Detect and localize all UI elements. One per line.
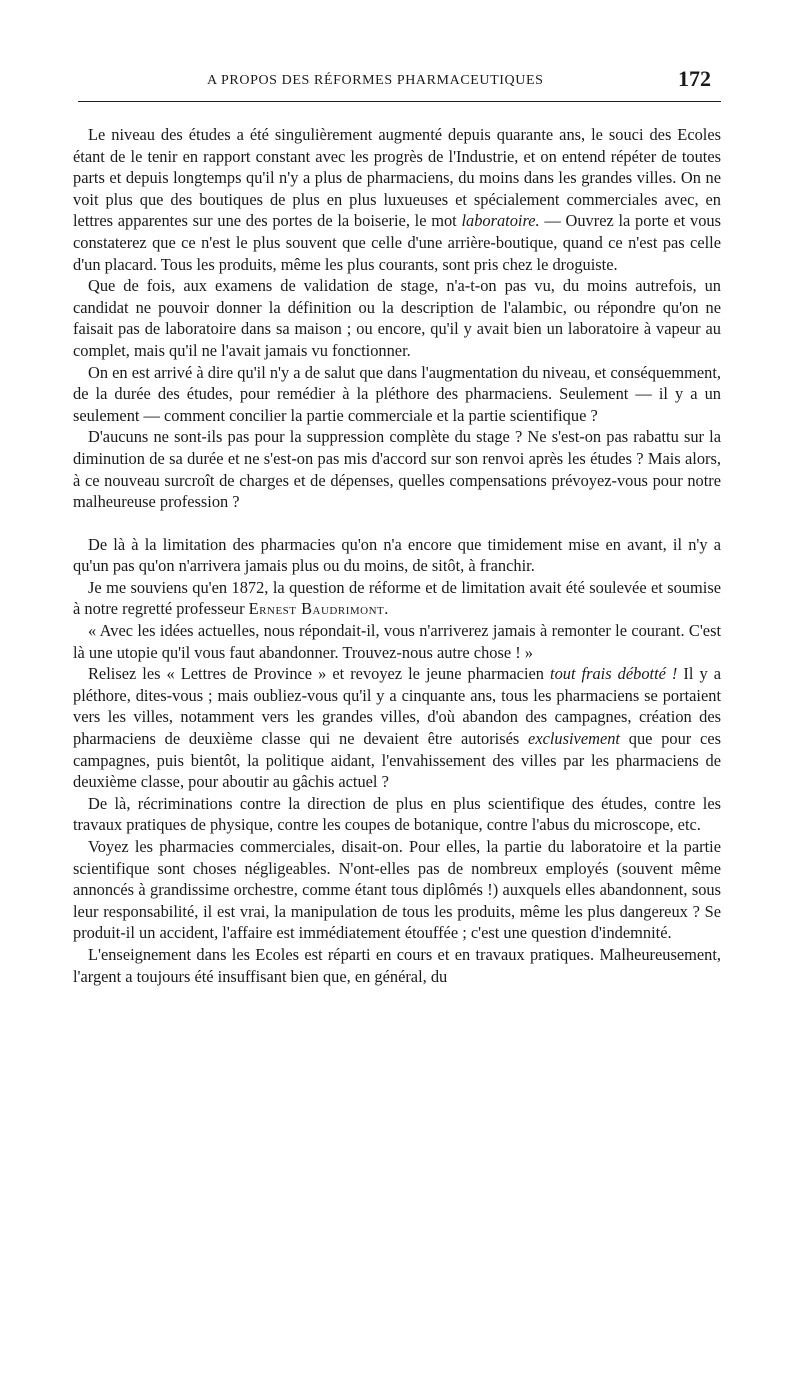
paragraph: D'aucuns ne sont-ils pas pour la suppression complète du stage ? Ne s'est-on pas rabattu sur la diminution de sa durée et ne s'est-on pas mis d'accord sur son renvoi après les études ? Mais alors, à ce nouveau surcroît de charges et de dépenses, quelles compensations prévoyez-vous pour notre malheureuse profession ? — [73, 427, 721, 512]
header-rule — [78, 101, 721, 102]
author-name: Ernest Baudrimont. — [248, 599, 389, 619]
paragraph: Le niveau des études a été singulièrement augmenté depuis quarante ans, le souci des Ecoles étant de le tenir en rapport constant avec les progrès de l'Industrie, et on entend répéter de toutes parts et depuis longtemps qu'il n'y a plus de pharmaciens, du moins dans les grandes villes. On ne voit plus que des boutiques de plus en plus luxueuses et spécialement commerciales avec, en lettres apparentes sur une des portes de la boiserie, le mot laboratoire. — Ouvrez la porte et vous constaterez que ce n'est le plus souvent que celle d'une arrière-boutique, quand ce n'est pas celle d'un placard. Tous les produits, même les plus courants, sont pris chez le droguiste. — [73, 125, 721, 274]
paragraph: On en est arrivé à dire qu'il n'y a de salut que dans l'augmentation du niveau, et conséquemment, de la durée des études, pour remédier à la pléthore des pharmaciens. Seulement — il y a un seulement — comment concilier la partie commerciale et la partie scientifique ? — [73, 362, 721, 425]
emphasis: laboratoire. — [461, 211, 540, 231]
paragraph: Relisez les « Lettres de Province » et revoyez le jeune pharmacien tout frais débotté ! Il y a pléthore, dites-vous ; mais oubliez-vous qu'il y a cinquante ans, tous les pharmaciens se portaient vers les villes, notamment vers les grandes villes, d'où abandon des campagnes, création des pharmaciens de deuxième classe qui ne devaient être autorisés exclusivement que pour ces campagnes, puis bientôt, la politique aidant, l'envahissement des villes par les pharmaciens de deuxième classe, pour aboutir au gâchis actuel ? — [73, 664, 721, 792]
paragraph: De là à la limitation des pharmacies qu'on n'a encore que timidement mise en avant, il n'y a qu'un pas qu'on n'arrivera jamais plus ou du moins, de sitôt, à franchir. — [73, 534, 721, 576]
paragraph: « Avec les idées actuelles, nous répondait-il, vous n'arriverez jamais à remonter le courant. C'est là une utopie qu'il vous faut abandonner. Trouvez-nous autre chose ! » — [73, 621, 721, 662]
body-text — [73, 124, 721, 987]
page-header — [73, 60, 721, 94]
paragraph: Je me souviens qu'en 1872, la question de réforme et de limitation avait été soulevée et soumise à notre regretté professeur Ernest Baudrimont. — [73, 577, 721, 619]
page-number: 172 — [678, 66, 711, 91]
document-page — [73, 60, 721, 986]
emphasis: tout frais débotté ! — [550, 664, 678, 684]
paragraph: Voyez les pharmacies commerciales, disait-on. Pour elles, la partie du laboratoire et la partie scientifique sont choses négligeables. N'ont-elles pas de nombreux employés (souvent même annoncés à grandissime orchestre, comme étant tous diplômés !) auxquels elles abandonnent, sous leur responsabilité, il est vrai, la manipulation de tous les produits, même les plus dangereux ? Se produit-il un accident, l'affaire est immédiatement étouffée ; c'est une question d'indemnité. — [73, 837, 721, 943]
paragraph: L'enseignement dans les Ecoles est réparti en cours et en travaux pratiques. Malheureusement, l'argent a toujours été insuffisant bien que, en général, du — [73, 944, 721, 986]
paragraph: De là, récriminations contre la direction de plus en plus scientifique des études, contre les travaux pratiques de physique, contre les coupes de botanique, contre l'abus du microscope, etc. — [73, 793, 721, 835]
emphasis: exclusivement — [528, 729, 620, 749]
paragraph: Que de fois, aux examens de validation de stage, n'a-t-on pas vu, du moins autrefois, un candidat ne pouvoir donner la définition ou la description de l'alambic, ou répondre qu'on ne faisait pas de laboratoire dans sa maison ; ou encore, qu'il y avait bien un laboratoire à vapeur au complet, mais qu'il ne l'avait jamais vu fonctionner. — [73, 276, 721, 360]
running-title: A PROPOS DES RÉFORMES PHARMACEUTIQUES — [207, 73, 544, 88]
